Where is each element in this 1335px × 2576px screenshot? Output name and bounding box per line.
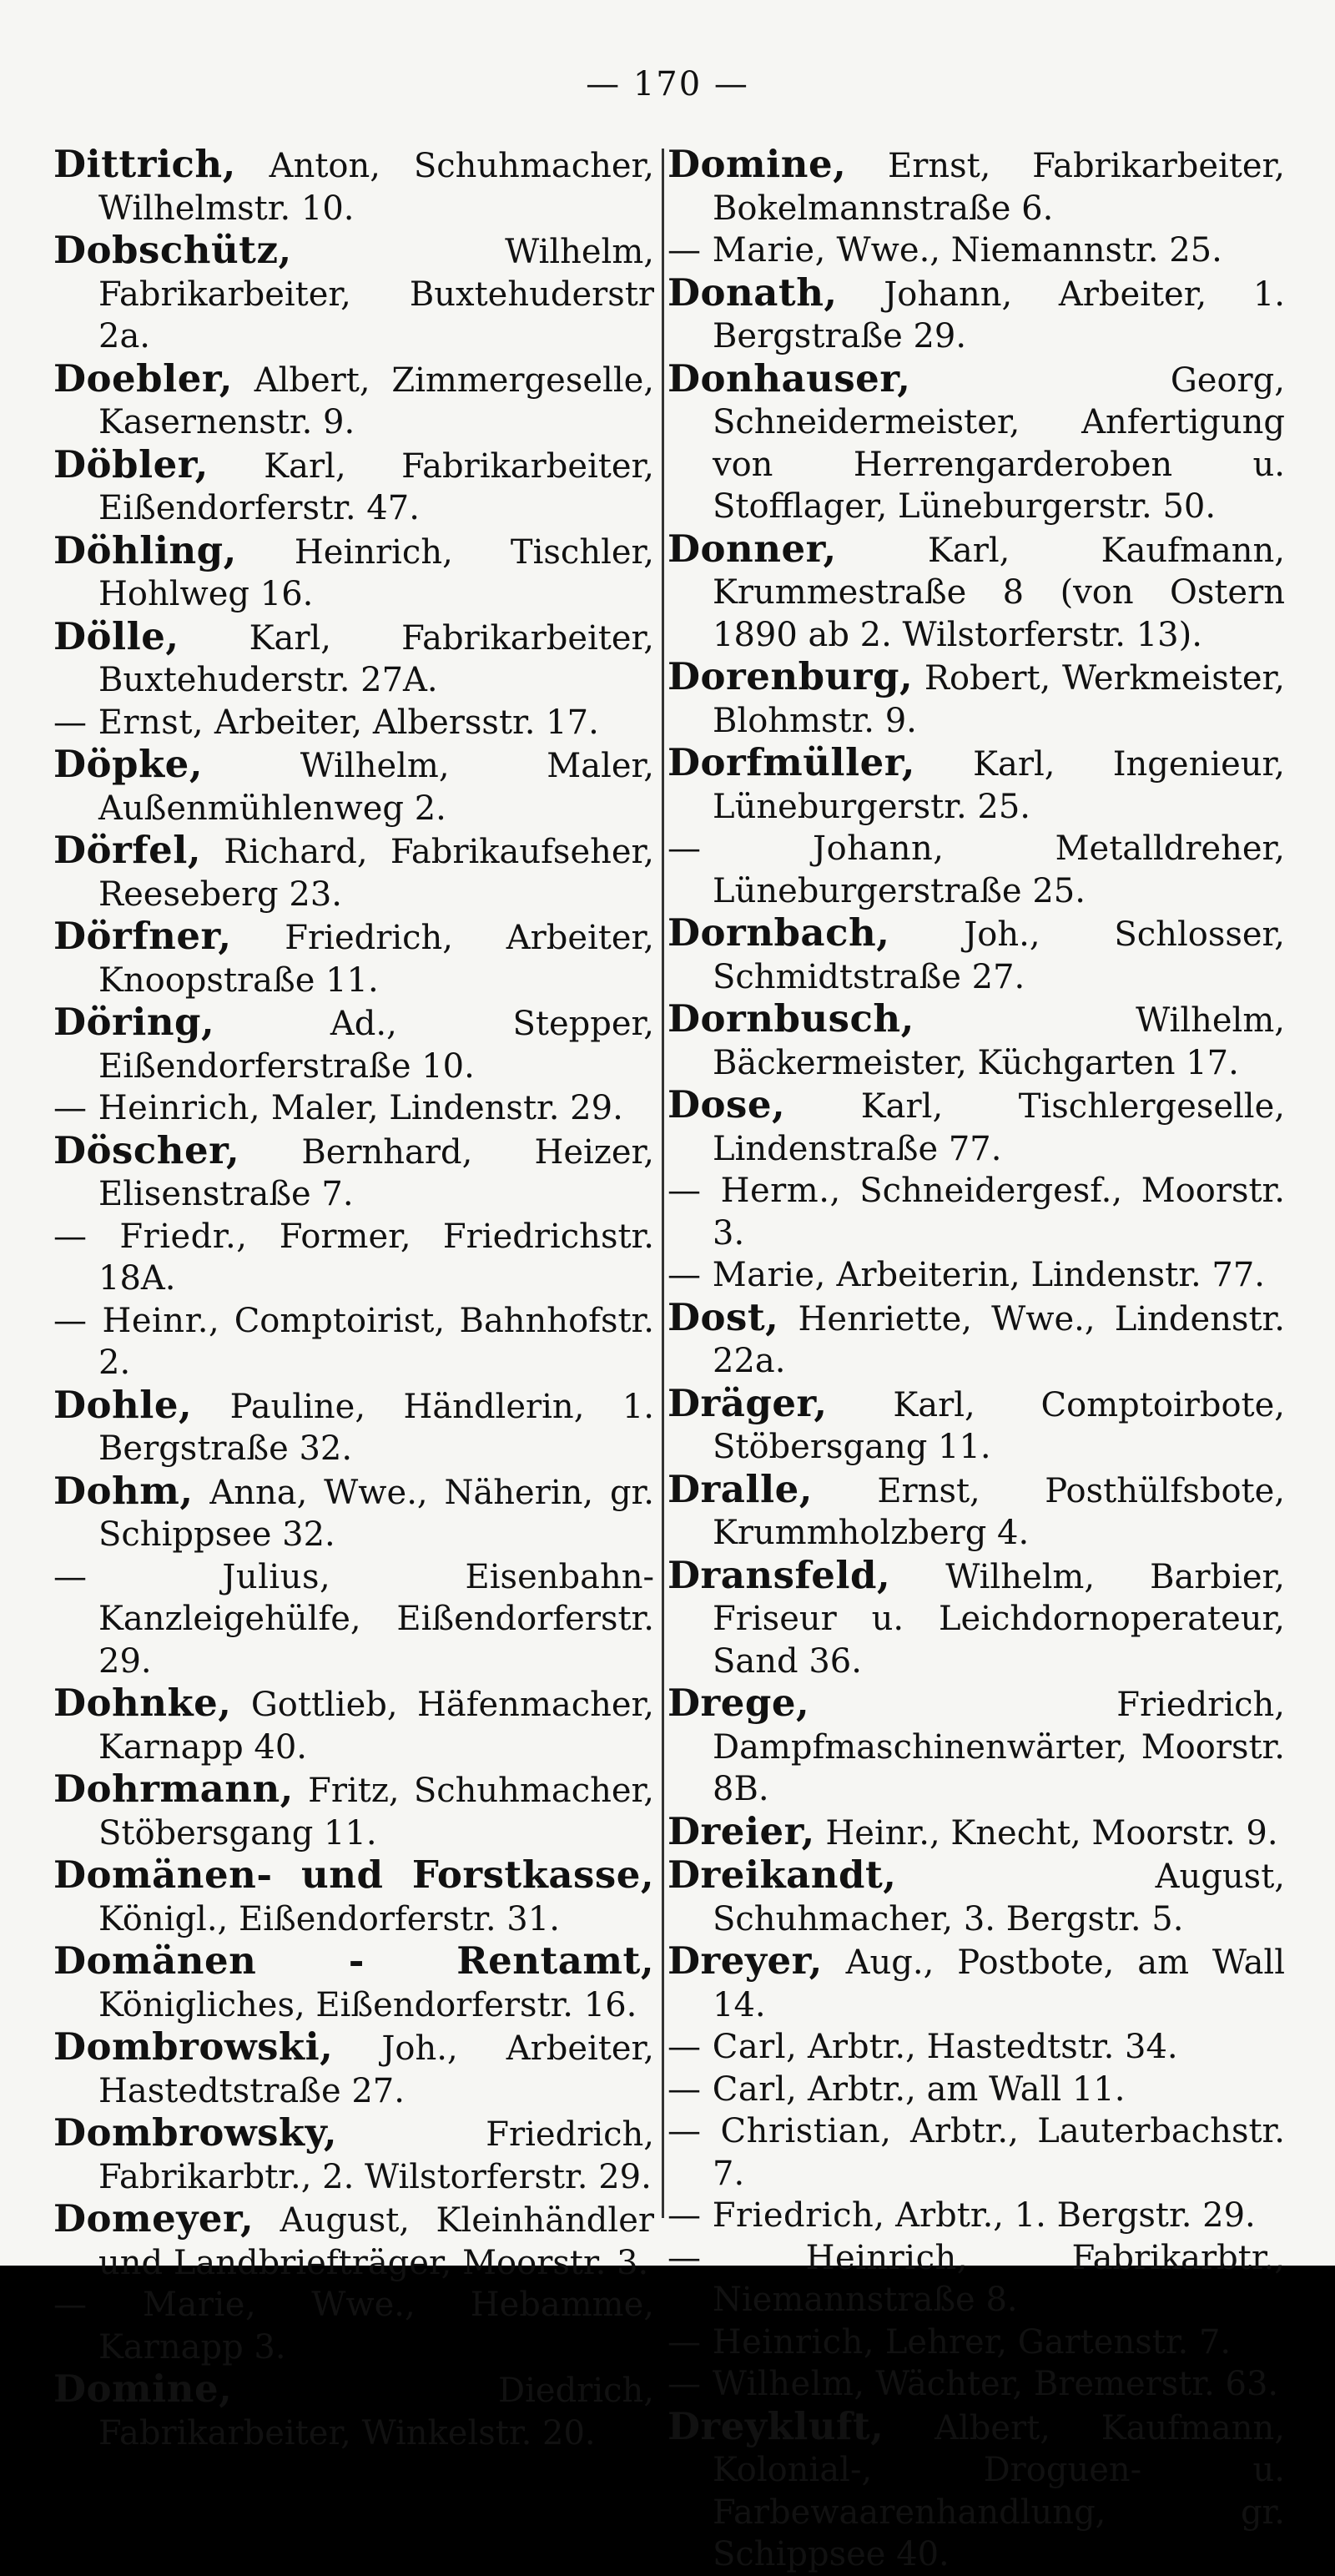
- entry-name: — Marie,: [53, 2286, 257, 2324]
- entry-name: Dörfner,: [53, 914, 232, 958]
- directory-entry: [53, 829, 654, 915]
- directory-entry: [668, 2363, 1285, 2406]
- directory-entry: [53, 1768, 654, 1854]
- entry-details: Wilhelm, Barbier, Friseur u. Leichdornoperateur, Sand 36.: [713, 1557, 1285, 1681]
- entry-details: Metalldreher, Lüneburgerstraße 25.: [713, 829, 1285, 910]
- entry-details: August, Kleinhändler und Landbriefträger, Moorstr. 3.: [98, 2201, 654, 2282]
- entry-name: Dräger,: [668, 1380, 828, 1425]
- entry-details: Robert, Werkmeister, Blohmstr. 9.: [713, 659, 1285, 740]
- entry-details: Joh., Schlosser, Schmidtstraße 27.: [713, 915, 1285, 996]
- directory-entry: [53, 915, 654, 1001]
- entry-name: Dombrowski,: [53, 2024, 334, 2069]
- entry-details: Friedrich, Dampfmaschinenwärter, Moorstr. 8B.: [713, 1686, 1285, 1808]
- entry-name: — Ernst,: [53, 703, 204, 742]
- entry-name: — Christian,: [668, 2112, 892, 2150]
- entry-details: Heinrich, Tischler, Hohlweg 16.: [98, 532, 654, 613]
- directory-entry: [53, 1300, 654, 1384]
- directory-entry: [668, 229, 1285, 272]
- directory-entry: [53, 2026, 654, 2112]
- entry-name: Dohm,: [53, 1468, 194, 1513]
- entry-details: August, Schuhmacher, 3. Bergstr. 5.: [713, 1858, 1285, 1938]
- entry-details: Karl, Tischlergeselle, Lindenstraße 77.: [713, 1087, 1285, 1168]
- entry-name: — Heinrich,: [668, 2322, 875, 2362]
- entry-name: Döhling,: [53, 527, 237, 572]
- entry-details: Albert, Kaufmann, Kolonial-, Droguen- u. Farbewaarenhandlung, gr. Schippsee 40.: [713, 2408, 1285, 2573]
- entry-details: Fabrikarbtr., Niemannstraße 8.: [713, 2238, 1285, 2319]
- entry-details: Ernst, Posthülfsbote, Krummholzberg 4.: [713, 1471, 1285, 1552]
- entry-name: Donath,: [668, 270, 838, 315]
- directory-entry: [668, 1940, 1285, 2026]
- entry-details: Arbtr., 1. Bergstr. 29.: [884, 2196, 1256, 2235]
- directory-entry: [668, 1254, 1285, 1297]
- entry-details: Maler, Lindenstr. 29.: [260, 1089, 623, 1127]
- entry-details: Karl, Comptoirbote, Stöbersgang 11.: [713, 1385, 1285, 1466]
- directory-entry: [53, 1216, 654, 1300]
- entry-name: Dost,: [668, 1294, 779, 1339]
- directory-entry: [53, 1940, 654, 2026]
- entry-name: Dobschütz,: [53, 228, 292, 272]
- entry-details: Joh., Arbeiter, Hastedtstraße 27.: [98, 2029, 654, 2110]
- directory-entry: [668, 144, 1285, 229]
- entry-details: Wwe., Niemannstr. 25.: [825, 231, 1222, 270]
- entry-name: Donhauser,: [668, 355, 911, 401]
- entry-name: Dreikandt,: [668, 1853, 897, 1897]
- page-number: — 170 —: [586, 65, 749, 103]
- directory-entry: [668, 2321, 1285, 2364]
- directory-entry: [53, 702, 654, 744]
- entry-details: Wilhelm, Maler, Außenmühlenweg 2.: [98, 747, 654, 828]
- entry-details: Arbtr., Hastedtstr. 34.: [797, 2028, 1178, 2066]
- entry-name: — Carl,: [668, 2069, 798, 2109]
- directory-entry: [53, 1384, 654, 1470]
- entry-details: Wilhelm, Fabrikarbeiter, Buxtehuderstr 2a.: [98, 233, 654, 355]
- directory-entry: [53, 1682, 654, 1768]
- directory-entry: [668, 828, 1285, 912]
- column-divider: [662, 149, 664, 2218]
- directory-entry: [668, 1854, 1285, 1940]
- directory-entry: [53, 2112, 654, 2198]
- directory-entry: [668, 998, 1285, 1084]
- directory-entry: [668, 2195, 1285, 2237]
- entry-name: — Marie,: [668, 231, 826, 270]
- entry-details: Arbeiter, Albersstr. 17.: [204, 703, 599, 742]
- directory-entry: [53, 613, 654, 702]
- entry-name: — Marie,: [668, 1256, 826, 1294]
- entry-name: Dombrowsky,: [53, 2110, 338, 2155]
- entry-name: Dornbach,: [668, 910, 890, 955]
- entry-name: Dölle,: [53, 613, 179, 658]
- directory-entry: [53, 144, 654, 229]
- entry-details: Schneidergesf., Moorstr. 3.: [713, 1172, 1285, 1253]
- entry-name: Dohle,: [53, 1382, 193, 1427]
- directory-entry: [668, 1170, 1285, 1254]
- directory-entry: [53, 229, 654, 358]
- directory-entry: [53, 744, 654, 829]
- directory-entry: [53, 355, 654, 444]
- directory-entry: [668, 528, 1285, 657]
- directory-entry: [668, 2237, 1285, 2321]
- directory-entry: [53, 1854, 654, 1940]
- entry-details: Diedrich, Fabrikarbeiter, Winkelstr. 20.: [98, 2372, 654, 2452]
- entry-details: Wwe., Hebamme, Karnapp 3.: [98, 2286, 654, 2367]
- entry-details: Karl, Kaufmann, Krummestraße 8 (von Ostern 1890 ab 2. Wilstorferstr. 13).: [713, 531, 1285, 654]
- entry-details: Karl, Ingenieur, Lüneburgerstr. 25.: [713, 745, 1285, 826]
- directory-entry: [668, 1380, 1285, 1469]
- entry-name: Dohnke,: [53, 1681, 232, 1725]
- entry-details: Pauline, Händlerin, 1. Bergstraße 32.: [98, 1387, 654, 1468]
- directory-entry: [53, 441, 654, 530]
- directory-entry: [668, 2069, 1285, 2111]
- entry-details: Wächter, Bremerstr. 63.: [864, 2365, 1279, 2403]
- entry-name: Dörfel,: [53, 828, 201, 872]
- entry-details: Anton, Schuhmacher, Wilhelmstr. 10.: [98, 147, 654, 228]
- entry-details: Johann, Arbeiter, 1. Bergstraße 29.: [713, 275, 1285, 355]
- entry-name: Dorfmüller,: [668, 740, 915, 784]
- directory-entry: [668, 1552, 1285, 1683]
- directory-entry: [668, 2110, 1285, 2195]
- directory-entry: [668, 912, 1285, 998]
- directory-entry: [53, 1470, 654, 1556]
- entry-name: Dralle,: [668, 1466, 813, 1511]
- entry-details: Friedrich, Arbeiter, Knoopstraße 11.: [98, 919, 654, 1000]
- entry-name: — Julius,: [53, 1557, 331, 1596]
- entry-name: — Johann,: [668, 829, 945, 868]
- entry-name: — Heinrich,: [668, 2238, 968, 2277]
- entry-details: Arbtr., Lauterbachstr. 7.: [713, 2112, 1285, 2193]
- entry-details: Wilhelm, Bäckermeister, Küchgarten 17.: [713, 1001, 1285, 1082]
- entry-name: Domänen- und Forstkasse,: [53, 1853, 654, 1897]
- entry-details: Anna, Wwe., Näherin, gr. Schippsee 32.: [98, 1473, 654, 1554]
- entry-details: Bernhard, Heizer, Elisenstraße 7.: [98, 1132, 654, 1213]
- directory-entry: [668, 355, 1285, 528]
- entry-details: Ad., Stepper, Eißendorferstraße 10.: [98, 1005, 654, 1086]
- entry-details: Königliches, Eißendorferstr. 16.: [98, 1985, 637, 2024]
- left-column: [53, 144, 654, 2454]
- directory-entry: [668, 1294, 1285, 1383]
- entry-name: Dransfeld,: [668, 1552, 891, 1597]
- directory-entry: [668, 1084, 1285, 1170]
- entry-details: Gottlieb, Häfenmacher, Karnapp 40.: [98, 1686, 654, 1767]
- entry-details: Karl, Fabrikarbeiter, Eißendorferstr. 47.: [98, 446, 654, 527]
- entry-details: Georg, Schneidermeister, Anfertigung von Herrengarderoben u. Stofflager, Lüneburgerstr. 50.: [713, 360, 1285, 526]
- entry-details: Henriette, Wwe., Lindenstr. 22a.: [713, 1299, 1285, 1380]
- directory-entry: [53, 1001, 654, 1087]
- entry-name: Domeyer,: [53, 2196, 254, 2241]
- entry-details: Lehrer, Gartenstr. 7.: [874, 2322, 1232, 2362]
- entry-details: Heinr., Knecht, Moorstr. 9.: [814, 1813, 1278, 1853]
- directory-entry: [668, 2403, 1285, 2576]
- entry-name: Domänen - Rentamt,: [53, 1938, 654, 1983]
- entry-name: Domine,: [53, 2367, 233, 2411]
- entry-name: Domine,: [668, 142, 847, 186]
- entry-name: Dittrich,: [53, 142, 236, 186]
- entry-name: — Heinrich,: [53, 1089, 261, 1127]
- entry-name: — Friedrich,: [668, 2196, 885, 2235]
- entry-details: Karl, Fabrikarbeiter, Buxtehuderstr. 27A.: [98, 618, 654, 699]
- right-column: [668, 144, 1285, 2576]
- entry-name: Drege,: [668, 1681, 810, 1725]
- entry-name: Dreier,: [668, 1808, 815, 1853]
- entry-name: Dose,: [668, 1082, 786, 1127]
- entry-name: Dreyer,: [668, 1938, 823, 1983]
- directory-entry: [668, 2026, 1285, 2069]
- directory-entry: [53, 2368, 654, 2454]
- entry-details: Arbeiterin, Lindenstr. 77.: [825, 1256, 1265, 1294]
- entry-name: — Wilhelm,: [668, 2365, 865, 2403]
- entry-name: Döring,: [53, 1000, 215, 1044]
- entry-name: Dreykluft,: [668, 2403, 884, 2448]
- entry-details: Comptoirist, Bahnhofstr. 2.: [98, 1301, 655, 1382]
- entry-name: — Herm.,: [668, 1172, 841, 1210]
- directory-entry: [53, 2198, 654, 2284]
- directory-entry: [668, 656, 1285, 742]
- entry-name: Dorenburg,: [668, 654, 914, 698]
- directory-entry: [53, 2284, 654, 2368]
- directory-entry: [668, 1682, 1285, 1811]
- entry-details: Ernst, Fabrikarbeiter, Bokelmannstraße 6.: [713, 147, 1285, 228]
- entry-details: Arbtr., am Wall 11.: [797, 2069, 1126, 2109]
- directory-entry: [668, 742, 1285, 828]
- directory-entry: [668, 1466, 1285, 1555]
- directory-entry: [53, 1127, 654, 1216]
- entry-name: Dohrmann,: [53, 1767, 294, 1811]
- entry-name: Donner,: [668, 526, 837, 571]
- entry-details: Albert, Zimmergeselle, Kasernenstr. 9.: [98, 360, 654, 441]
- entry-name: Döscher,: [53, 1127, 240, 1172]
- directory-entry: [668, 272, 1285, 358]
- entry-details: Königl., Eißendorferstr. 31.: [98, 1899, 560, 1938]
- directory-entry: [668, 1808, 1285, 1855]
- entry-details: Richard, Fabrikaufseher, Reeseberg 23.: [98, 833, 654, 914]
- entry-name: — Friedr.,: [53, 1217, 248, 1256]
- entry-name: — Carl,: [668, 2028, 798, 2066]
- entry-details: Aug., Postbote, am Wall 14.: [713, 1943, 1285, 2024]
- entry-name: Döpke,: [53, 742, 203, 786]
- entry-name: Doebler,: [53, 355, 233, 401]
- directory-entry: [53, 1087, 654, 1130]
- entry-details: Fritz, Schuhmacher, Stöbersgang 11.: [98, 1772, 654, 1853]
- directory-entry: [53, 1556, 654, 1683]
- entry-name: — Heinr.,: [53, 1301, 220, 1340]
- entry-details: Friedrich, Fabrikarbtr., 2. Wilstorferstr. 29.: [98, 2115, 654, 2196]
- entry-name: Dornbusch,: [668, 996, 914, 1041]
- entry-details: Former, Friedrichstr. 18A.: [98, 1217, 654, 1298]
- entry-details: Eisenbahn-Kanzleigehülfe, Eißendorferstr. 29.: [98, 1557, 654, 1681]
- entry-name: Döbler,: [53, 441, 209, 486]
- directory-entry: [53, 527, 654, 616]
